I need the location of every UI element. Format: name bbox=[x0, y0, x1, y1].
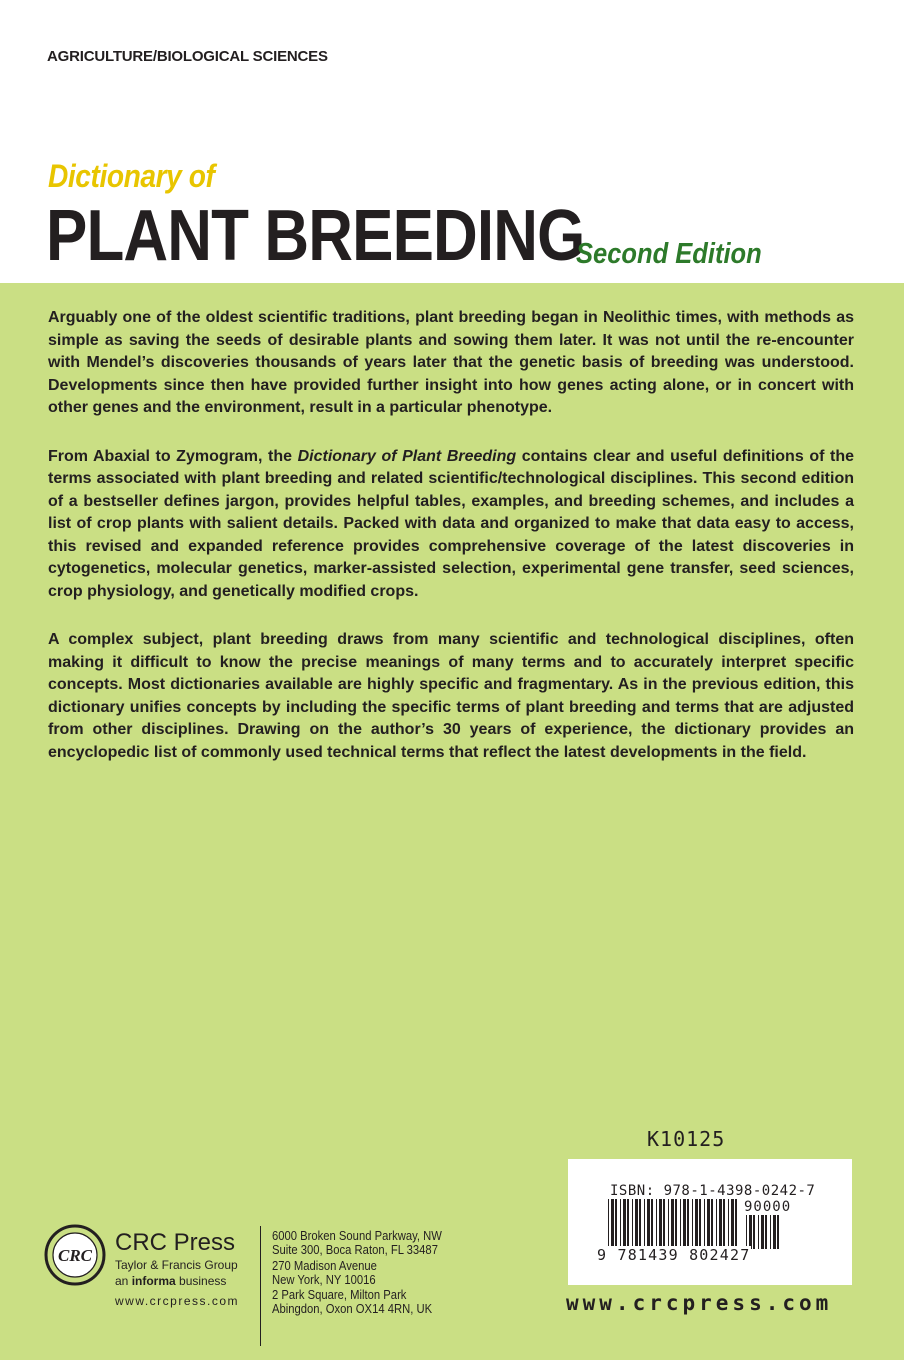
barcode-bar bbox=[615, 1199, 617, 1249]
barcode-bar bbox=[770, 1215, 771, 1249]
barcode-bar bbox=[644, 1199, 645, 1249]
barcode-bar bbox=[711, 1199, 713, 1249]
isbn-addon: 90000 bbox=[744, 1199, 792, 1215]
barcode-bar bbox=[659, 1199, 662, 1249]
address-new-york: 270 Madison Avenue New York, NY 10016 bbox=[272, 1259, 377, 1287]
description bbox=[48, 307, 854, 790]
address-divider bbox=[260, 1226, 261, 1346]
category-label: AGRICULTURE/BIOLOGICAL SCIENCES bbox=[47, 48, 328, 65]
barcode-bar bbox=[758, 1215, 759, 1249]
barcode-bar bbox=[683, 1199, 686, 1249]
publisher-name: CRC Press bbox=[115, 1229, 236, 1256]
publisher-group: Taylor & Francis Group bbox=[115, 1258, 238, 1272]
edition-label: Second Edition bbox=[576, 238, 762, 270]
barcode-bar bbox=[675, 1199, 677, 1249]
isbn-number: ISBN: 978-1-4398-0242-7 bbox=[610, 1183, 816, 1199]
barcode-bar bbox=[699, 1199, 701, 1249]
barcode-bar bbox=[611, 1199, 614, 1249]
barcode-box bbox=[568, 1159, 852, 1285]
barcode-bar bbox=[671, 1199, 674, 1249]
barcode-bar bbox=[687, 1199, 689, 1249]
barcode-bar bbox=[707, 1199, 710, 1249]
p2-rest: contains clear and useful definitions of the terms associated with plant breeding and related scientific/technological disciplines. This second edition of a bestseller defines jargon, provides helpful tables, examples, and breeding schemes, and includes a list of crop plants with salient details. Packed with data and organized to make that data easy to access, this revised and expanded reference provides comprehensive coverage of the latest discoveries in cytogenetics, molecular genetics, marker-assisted selection, experimental gene transfer, seed sciences, crop physiology, and genetically modified crops. bbox=[48, 447, 855, 600]
barcode-bar bbox=[731, 1199, 734, 1249]
barcode-bar bbox=[635, 1199, 638, 1249]
barcode-bar bbox=[746, 1215, 747, 1249]
crc-logo-icon bbox=[42, 1222, 108, 1288]
barcode-bar bbox=[663, 1199, 665, 1249]
description-paragraph-3: A complex subject, plant breeding draws from many scientific and technological disciplines, often making it difficult to know the precise meanings of many terms and to accurately interpret specific concepts. Most dictionaries available are highly specific and fragmentary. As in the previous edition, this dictionary unifies concepts by including the specific terms of plant breeding and terms that are adjusted from other disciplines. Drawing on the author’s 30 years of experience, the dictionary provides an encyclopedic list of commonly used technical terms that reflect the latest developments in the field. bbox=[48, 631, 854, 761]
barcode-bar bbox=[723, 1199, 725, 1249]
barcode-bar bbox=[719, 1199, 722, 1249]
title-prefix: Dictionary of bbox=[48, 158, 215, 194]
barcode-bar bbox=[704, 1199, 705, 1249]
barcode-bar bbox=[680, 1199, 681, 1249]
barcode-bar bbox=[632, 1199, 633, 1249]
barcode-bar bbox=[716, 1199, 717, 1249]
barcode-bar bbox=[728, 1199, 729, 1249]
barcode-bar bbox=[773, 1215, 776, 1249]
description-paragraph-1: Arguably one of the oldest scientific traditions, plant breeding began in Neolithic times, with methods as simple as saving the seeds of desirable plants and sowing them later. It was not until the re-encounter with Mendel’s discoveries thousands of years later that the genetic basis of breeding was understood. Developments since then have provided further insight into how genes acting alone, or in concert with other genes and the environment, result in a particular phenotype. bbox=[48, 309, 854, 416]
catalog-code: K10125 bbox=[647, 1127, 726, 1151]
barcode-bar bbox=[647, 1199, 650, 1249]
website-large[interactable]: www.crcpress.com bbox=[566, 1291, 833, 1315]
barcode-bar bbox=[656, 1199, 657, 1249]
crc-logo-text: CRC bbox=[57, 1246, 93, 1265]
header-area bbox=[0, 0, 904, 283]
address-florida: 6000 Broken Sound Parkway, NW Suite 300, Boca Raton, FL 33487 bbox=[272, 1229, 442, 1257]
barcode-bar bbox=[695, 1199, 698, 1249]
publisher-informa: an informa business bbox=[115, 1274, 227, 1288]
barcode-bar bbox=[753, 1215, 755, 1249]
barcode-bars bbox=[568, 1159, 852, 1285]
barcode-bar bbox=[639, 1199, 641, 1249]
barcode-bar bbox=[777, 1215, 779, 1249]
website-small[interactable]: www.crcpress.com bbox=[115, 1294, 240, 1308]
barcode-bar bbox=[749, 1215, 752, 1249]
barcode-bar bbox=[620, 1199, 621, 1249]
address-uk: 2 Park Square, Milton Park Abingdon, Oxon OX14 4RN, UK bbox=[272, 1288, 433, 1316]
barcode-bar bbox=[627, 1199, 629, 1249]
barcode-bar bbox=[668, 1199, 669, 1249]
description-paragraph-2 bbox=[48, 446, 854, 604]
ean-number: 9 781439 802427 bbox=[597, 1246, 751, 1264]
barcode-bar bbox=[765, 1215, 767, 1249]
p2-start: From Abaxial to Zymogram, the bbox=[48, 447, 298, 465]
barcode-bar bbox=[761, 1215, 764, 1249]
book-title: PLANT BREEDING bbox=[46, 196, 585, 276]
barcode-bar bbox=[692, 1199, 693, 1249]
barcode-bar bbox=[608, 1199, 609, 1249]
barcode-bar bbox=[623, 1199, 626, 1249]
barcode-bar bbox=[651, 1199, 653, 1249]
barcode-bar bbox=[735, 1199, 737, 1249]
p2-book-title: Dictionary of Plant Breeding bbox=[297, 447, 517, 465]
